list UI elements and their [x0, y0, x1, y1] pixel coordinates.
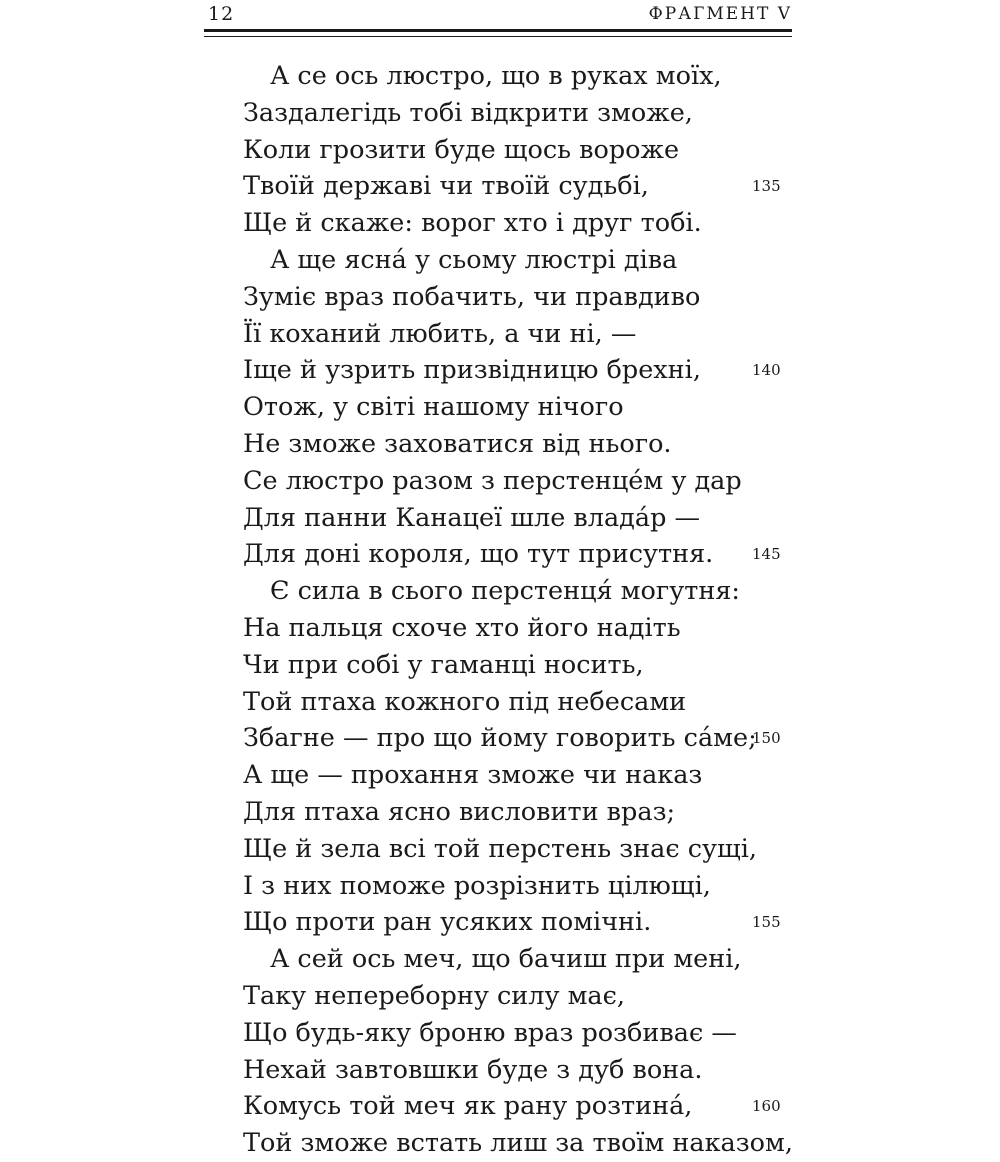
- verse-text: Збагне — про що йому говорить са́ме;: [243, 723, 757, 754]
- verse-text: Твоїй державі чи твоїй судьбі,: [243, 171, 649, 202]
- verse-line: [0, 720, 1000, 757]
- verse-text: Є сила в сього перстенця́ могутня:: [270, 576, 741, 607]
- verse-text: Що проти ран усяких помічні.: [243, 907, 652, 938]
- verse-text: Не зможе заховатися від нього.: [243, 428, 672, 459]
- verse-text: На пальця схоче хто його надіть: [243, 612, 681, 643]
- line-number: 155: [752, 913, 781, 932]
- verse-text: Її коханий любить, а чи ні, —: [243, 318, 637, 349]
- verse-text: Заздалегідь тобі відкрити зможе,: [243, 97, 693, 128]
- verse-line: [0, 168, 1000, 205]
- verse-line: [0, 316, 1000, 353]
- verse-text: А се ось люстро, що в руках моїх,: [270, 61, 722, 91]
- verse-text: Для панни Канацеї шле влада́р —: [243, 502, 700, 533]
- verse-line: [0, 426, 1000, 463]
- verse-line: [0, 904, 1000, 941]
- verse-line: [0, 389, 1000, 426]
- verse-line: [0, 684, 1000, 721]
- verse-line: [0, 1052, 1000, 1089]
- verse-line: [0, 978, 1000, 1015]
- verse-text: Що будь-яку броню враз розбиває —: [243, 1017, 737, 1048]
- verse-line: [0, 831, 1000, 868]
- verse-line: [0, 463, 1000, 500]
- verse-line: [0, 205, 1000, 242]
- line-number: 145: [752, 545, 781, 564]
- verse-text: А сей ось меч, що бачиш при мені,: [270, 944, 742, 975]
- verse-line: [0, 1125, 1000, 1162]
- verse-line: [0, 58, 1000, 95]
- verse-text: Ще й зела всі той перстень знає сущі,: [243, 833, 757, 864]
- verse-text: А ще ясна́ у сьому люстрі діва: [270, 244, 678, 275]
- verse-line: [0, 868, 1000, 905]
- verse-text: А ще — прохання зможе чи наказ: [243, 760, 703, 791]
- verse-text: Коли грозити буде щось вороже: [243, 134, 680, 165]
- verse-text: Для птаха ясно висловити враз;: [243, 796, 676, 827]
- verse-line: [0, 757, 1000, 794]
- header-rule-thick: [204, 29, 792, 32]
- verse-line: [0, 1015, 1000, 1052]
- verse-line: [0, 1088, 1000, 1125]
- verse-text: Се люстро разом з перстенце́м у дар: [243, 465, 742, 496]
- verse-line: [0, 794, 1000, 831]
- line-number: 160: [752, 1097, 781, 1116]
- verse-line: [0, 941, 1000, 978]
- verse-text: Зуміє враз побачить, чи правдиво: [243, 281, 701, 312]
- verse-text: І з них поможе розрізнить цілющі,: [243, 870, 711, 901]
- verse-text: Ще й скаже: ворог хто і друг тобі.: [243, 208, 702, 239]
- running-head: ФРАГМЕНТ V: [648, 4, 792, 24]
- header-rule-thin: [204, 36, 792, 37]
- verse-text: Іще й узрить призвідницю брехні,: [243, 355, 701, 386]
- verse-line: [0, 536, 1000, 573]
- verse-line: [0, 352, 1000, 389]
- verse-text: Той птаха кожного під небесами: [243, 686, 687, 717]
- poem-text: [0, 58, 1000, 1162]
- verse-text: Комусь той меч як рану розтина́,: [243, 1091, 693, 1122]
- verse-text: Для доні короля, що тут присутня.: [243, 539, 714, 570]
- verse-text: Нехай завтовшки буде з дуб вона.: [243, 1054, 703, 1085]
- line-number: 140: [752, 361, 781, 380]
- verse-line: [0, 610, 1000, 647]
- verse-line: [0, 279, 1000, 316]
- verse-text: Чи при собі у гаманці носить,: [243, 649, 644, 680]
- verse-text: Таку непереборну силу має,: [243, 980, 625, 1011]
- verse-line: [0, 242, 1000, 279]
- line-number: 135: [752, 177, 781, 196]
- verse-line: [0, 573, 1000, 610]
- verse-line: [0, 500, 1000, 537]
- verse-text: Отож, у світі нашому нічого: [243, 392, 624, 423]
- verse-line: [0, 132, 1000, 169]
- page-number: 12: [208, 3, 235, 25]
- verse-line: [0, 95, 1000, 132]
- verse-text: Той зможе встать лиш за твоїм наказом,: [243, 1128, 793, 1159]
- line-number: 150: [752, 729, 781, 748]
- verse-line: [0, 647, 1000, 684]
